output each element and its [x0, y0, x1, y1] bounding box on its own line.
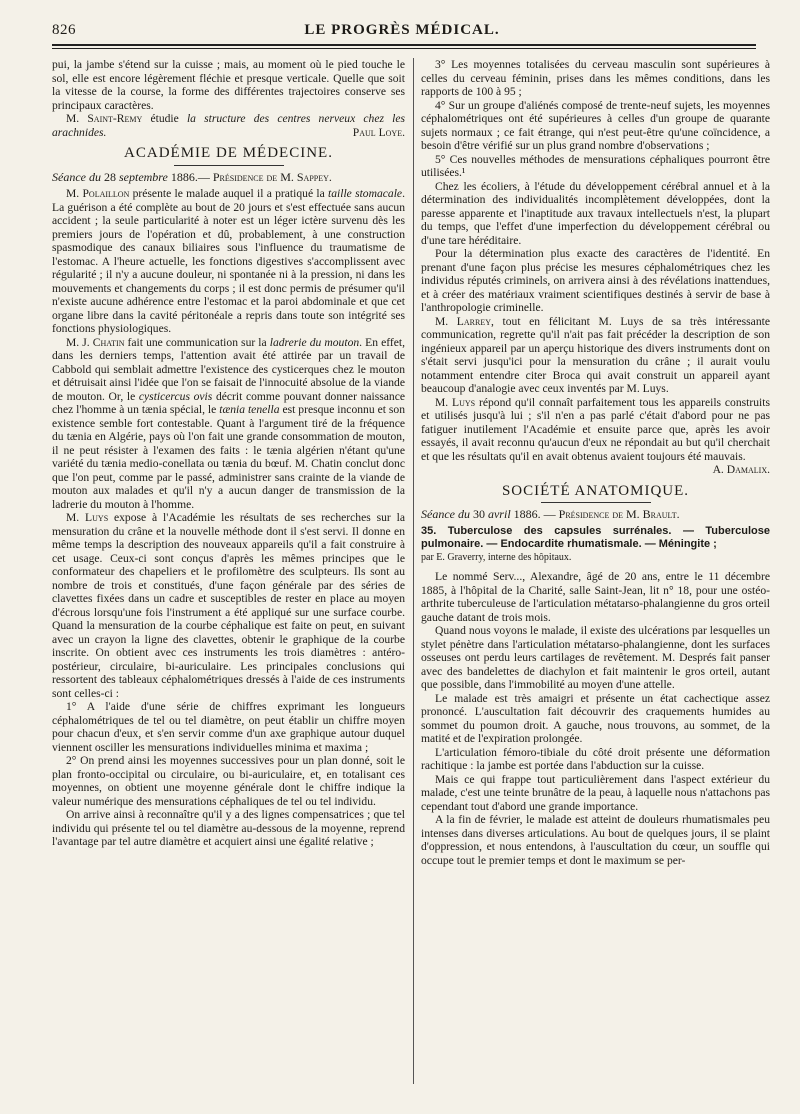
paragraph: pui, la jambe s'étend sur la cuisse ; mais, au moment où le pied touche le sol, elle est encore légèrement fléchie et presque verticale. Quelle que soit la vitesse de la course, la forme des différentes trajectoires conserve ses principaux caractères.: [52, 58, 405, 112]
case-byline: par E. Graverry, interne des hôpitaux.: [421, 551, 572, 563]
paragraph: Le nommé Serv..., Alexandre, âgé de 20 ans, entre le 11 décembre 1885, à l'hôpital de la Charité, salle Saint-Jean, lit n° 18, pour une ostéo-arthrite tuberculeuse de l'articulation métatarso-phalangienne du gros orteil gauche datant de trois mois.: [421, 570, 770, 624]
author-name: M. Saint-Remy: [66, 112, 143, 125]
author-name: M. Luys: [66, 511, 109, 524]
author-name: M. Larrey: [435, 314, 492, 328]
paragraph: M. Luys répond qu'il connaît parfaitement tous les appareils construits et utilisés jusqu'à lui ; s'il n'en a pas parlé c'était d'abord pour ne pas fatiguer inutilement l'Académie et ensuite parce que, après les avoir essayés, il avait reconnu qu'aucun d'eux ne répondait au but qu'il cherchait et que les résultats qu'il en avait obtenus avaient toujours été mauvais. A. Damalix.: [421, 395, 770, 476]
paragraph: Quand nous voyons le malade, il existe des ulcérations par lesquelles un stylet pénètre dans l'articulation métatarso-phalangienne, dont les surfaces osseuses ont perdu leurs cartilages de revêtement. M. Després fait panser avec des bandelettes de diachylon et fait maintenir le gros orteil, autant que possible, dans l'immobilité au moyen d'une attelle.: [421, 624, 770, 691]
paragraph: Mais ce qui frappe tout particulièrement dans l'aspect extérieur du malade, c'est une teinte brunâtre de la peau, à laquelle nous n'attachons pas cependant tout d'abord une grande importance.: [421, 772, 770, 813]
column-divider: [413, 58, 414, 1084]
author-name: M. J. Chatin: [66, 335, 125, 349]
section-rule: [174, 165, 284, 166]
case-title: 35. Tuberculose des capsules surrénales. — Tuberculose pulmonaire. — Endocardite rhumatismale. — Méningite ;: [421, 524, 770, 550]
paragraph: M. Larrey, tout en félicitant M. Luys de sa très intéressante communication, regrette qu'il n'ait pas fait précéder la description de son ingénieux appareil par un aperçu historique des divers instruments dont on s'était servi jusqu'ici pour la mensuration du crâne ; il aurait voulu notamment entendre citer Broca qui avait construit un appareil ayant beaucoup d'analogie avec ceux inventés par M. Luys.: [421, 314, 770, 395]
paragraph: Pour la détermination plus exacte des caractères de l'identité. En prenant d'une façon plus précise les mesures céphalométriques chez les individus réputés criminels, on arrivera ainsi à des révélations inattendues, et à créer des matériaux vraiment scientifiques destinés à servir de base à l'anthropologie criminelle.: [421, 247, 770, 314]
section-title: SOCIÉTÉ ANATOMIQUE.: [501, 482, 690, 499]
page-header: [52, 22, 752, 44]
paragraph: A la fin de février, le malade est atteint de douleurs rhumatismales peu intenses dans diverses articulations. Au bout de quelques jours, il se plaint d'oppression, et nous entendons, à l'auscultation du cœur, un souffle qui occupe tout le premier temps et dont le maximum se per-: [421, 813, 770, 867]
paragraph: M. Luys expose à l'Académie les résultats de ses recherches sur la mensuration du crâne et la nouvelle méthode dont il s'est servi. Il donne en même temps la description des nouveaux appareils qu'il a fait construire à cet usage. Ceux-ci sont conçus d'après les mêmes principes que le conformateur des chapeliers et le profilomètre des sculpteurs. Ils sont au nombre de trois et constitués, d'une façon générale par des séries de clavettes fixées dans un cadre et susceptibles de rester en place au moyen d'écrous lorsqu'une fois l'instrument a été appliqué sur une surface courbe. Quand la mensuration de la courbe céphalique est faite on peut, en suivant avec un crayon la ligne des clavettes, obtenir le graphique de la courbe inscrite. On obtient avec ces instruments les trois diamètres : antéro-postérieur, circulaire, bi-auriculaire. Les principales conclusions qui ressortent des tableaux céphalométriques dressés à l'aide de ces instruments sont celles-ci :: [52, 511, 405, 700]
session-line: Séance du 28 septembre 1886.— Présidence de M. Sappey.: [52, 169, 332, 184]
running-head: LE PROGRÈS MÉDICAL.: [304, 22, 500, 38]
author-name: M. Polaillon: [66, 187, 130, 200]
right-column: [421, 58, 770, 1090]
header-rule-thin: [52, 48, 756, 49]
paragraph: M. J. Chatin fait une communication sur la ladrerie du mouton. En effet, dans les derniers temps, l'attention avait été attirée par un travail de Cabbold qui semblait admettre l'existence des cysticerques chez le mouton et détruisait ainsi l'idée que l'on se faisait de l'innocuité absolue de la viande de mouton. Or, le cysticercus ovis décrit comme pouvant donner naissance chez l'homme à un tænia spécial, le tænia tenella est presque inconnu et son existence semble fort contestable. Quant à l'argument tiré de la fréquence du tænia en Algérie, pays où l'on fait une grande consommation de mouton, il ne peut résister à l'examen des faits : le tænia algérien n'étant qu'une variété du tænia medio-conellata ou tænia du bœuf. M. Chatin conclut donc que l'on peut, comme par le passé, administrer sans crainte de la viande de mouton aux malades et qu'il n'y a aucun danger de transmission de la ladrerie du mouton à l'homme.: [52, 335, 405, 511]
paragraph: Chez les écoliers, à l'étude du développement cérébral annuel et à la détermination des individualités incomplètement développées, dont la paresse apparente et l'inaptitude aux travaux intellectuels n'est, la plupart du temps, que l'effet d'une imperfection du développement cérébral ou d'une tare héréditaire.: [421, 179, 770, 247]
paragraph: 2° On prend ainsi les moyennes successives pour un plan donné, soit le plan fronto-occipital ou circulaire, ou bi-auriculaire, et, en totalisant ces moyennes, on obtient une moyenne générale dont le chiffre indique la valeur numérique des mensurations céphaliques de tel ou tel individu.: [52, 754, 405, 808]
paragraph: 4° Sur un groupe d'aliénés composé de trente-neuf sujets, les moyennes céphalométriques ont été supérieures à celles d'un groupe de quarante sujets normaux ; ce fait étrange, qui n'est peut-être qu'une coïncidence, a besoin d'être vérifié sur un plus grand nombre d'observations ;: [421, 98, 770, 152]
work-title: la structure des centres nerveux chez les arachnides.: [52, 112, 405, 139]
paragraph: L'articulation fémoro-tibiale du côté droit présente une déformation rachitique : la jambe est portée dans l'abduction sur la cuisse.: [421, 745, 770, 772]
left-column: [52, 58, 405, 1090]
section-rule: [541, 502, 651, 503]
paragraph: Le malade est très amaigri et présente un état cachectique assez prononcé. L'auscultation fait découvrir des craquements humides au sommet du poumon droit. A gauche, nous trouvons, au sommet, de la matité et de l'expiration prolongée.: [421, 691, 770, 745]
paragraph: M. Saint-Remy étudie la structure des centres nerveux chez les arachnides. Paul Loye.: [52, 112, 405, 139]
section-title: ACADÉMIE DE MÉDECINE.: [124, 145, 333, 161]
session-line: Séance du 30 avril 1886. — Présidence de M. Brault.: [421, 507, 680, 521]
paragraph: 3° Les moyennes totalisées du cerveau masculin sont supérieures à celles du cerveau féminin, prises dans les mêmes conditions, dans les rapports de 100 à 95 ;: [421, 58, 770, 98]
author-name: M. Luys: [435, 395, 476, 409]
paragraph: M. Polaillon présente le malade auquel il a pratiqué la taille stomacale. La guérison a été complète au bout de 20 jours et s'est effectuée sans aucun accident ; la seule particularité à noter est un léger ictère survenu dès les premiers jours de l'opération et dû, probablement, à une construction spasmodique des canaux biliaires sous l'influence du traumatisme de l'estomac. A l'heure actuelle, les fonctions digestives s'accomplissent avec régularité ; il n'y a aucune douleur, ni spontanée ni à la pression, ni dans les mouvements et changements du corps ; il est donc permis de présumer qu'il n'existe aucune adhérence entre l'estomac et la paroi abdominale et que cet organe libre dans la cavité péritonéale a repris dans toute son intégrité ses fonctions physiologiques.: [52, 187, 405, 335]
paragraph: 5° Ces nouvelles méthodes de mensurations céphaliques pourront être utilisées.¹: [421, 152, 770, 179]
page-number: 826: [52, 22, 76, 38]
signature: A. Damalix.: [712, 463, 770, 476]
header-rule-thick: [52, 44, 756, 46]
paragraph: On arrive ainsi à reconnaître qu'il y a des lignes compensatrices ; que tel individu qui présente tel ou tel diamètre au-dessous de la moyenne, reprend l'avantage par tel autre diamètre et acquiert ainsi une égalité relative ;: [52, 808, 405, 848]
paragraph: 1° A l'aide d'une série de chiffres exprimant les longueurs céphalométriques de tel ou tel diamètre, on peut établir un chiffre moyen pour chacun d'eux, et s'en servir comme d'un axe graphique autour duquel viennent osciller les mensurations individuelles minima et maxima ;: [52, 700, 405, 754]
signature: Paul Loye.: [352, 125, 405, 139]
